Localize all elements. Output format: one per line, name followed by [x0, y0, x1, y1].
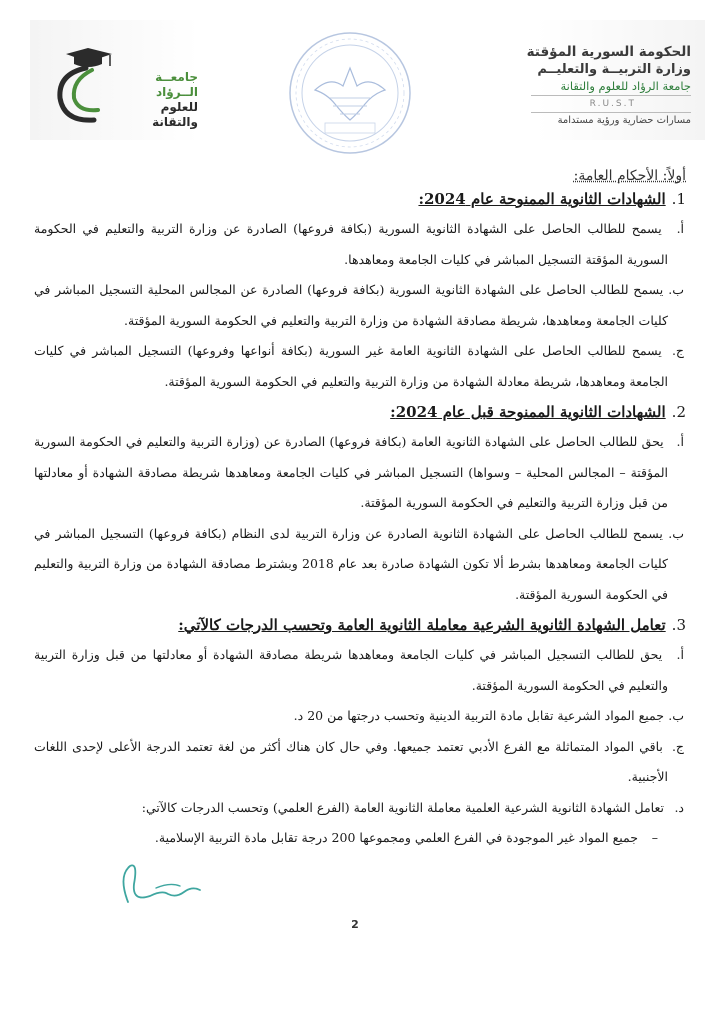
- section-title: الشهادات الثانوية الممنوحة قبل عام 2024:: [390, 403, 666, 421]
- handwritten-signature: [110, 858, 220, 908]
- section-number: 1.: [671, 190, 686, 208]
- ministry-seal-icon: [285, 28, 415, 158]
- section-number: 3.: [671, 616, 686, 634]
- university-name: جامعة الرؤاد للعلوم والتقانة: [560, 79, 691, 93]
- item-text: يحق للطالب الحاصل على الشهادة الثانوية العامة (بكافة فروعها) الصادرة عن (وزارة التربية والتعليم في الحكومة السورية المؤقتة – المجالس المحلية – وسواها) التسجيل المباشر في كليات الجامعة ومعاهدها شريطة مصادقة الشهادة أو معادلتها من قبل وزارة التربية والتعليم في الحكومة السورية المؤقتة.: [34, 434, 668, 510]
- government-header: [461, 44, 691, 127]
- item-text: يحق للطالب التسجيل المباشر في كليات الجامعة ومعاهدها شريطة مصادقة الشهادة أو معادلتها من قبل وزارة التربية والتعليم في الحكومة السورية المؤقتة.: [34, 647, 668, 693]
- section-title: تعامل الشهادة الثانوية الشرعية معاملة الثانوية العامة وتحسب الدرجات كالآتي:: [178, 616, 666, 634]
- item-label: –: [651, 830, 658, 845]
- item-text: باقي المواد المتماثلة مع الفرع الأدبي تعتمد جميعها. وفي حال كان هناك أكثر من لغة تعتمد الدرجة الأعلى لإحدى اللغات الأجنبية.: [34, 738, 668, 784]
- logo-wordmark: [118, 70, 198, 130]
- university-slogan: مسارات حضارية ورؤية مستدامة: [557, 115, 691, 126]
- provision-item: [34, 519, 686, 611]
- item-text: جميع المواد الشرعية تقابل مادة التربية الدينية وتحسب درجتها من 20 د.: [293, 708, 665, 723]
- item-label: ب.: [668, 282, 684, 297]
- document-body: [34, 168, 686, 854]
- government-name: الحكومة السورية المؤقتة: [526, 44, 691, 60]
- provision-item: [34, 701, 686, 732]
- sections-container: [34, 190, 686, 854]
- item-label: أ.: [676, 434, 684, 449]
- provision-item: [34, 823, 686, 854]
- section-number: 2.: [671, 403, 686, 421]
- page-number: 2: [351, 918, 359, 931]
- header-divider-2: [531, 112, 691, 113]
- header-divider: [531, 95, 691, 96]
- university-logo: [50, 40, 200, 129]
- graduation-cap-logo-icon: [50, 40, 120, 126]
- item-label: أ.: [676, 647, 684, 662]
- section-heading: [34, 403, 686, 421]
- provision-item: [34, 732, 686, 793]
- provision-item: [34, 427, 686, 519]
- item-text: تعامل الشهادة الثانوية الشرعية العلمية معاملة الثانوية العامة (الفرع العلمي) وتحسب الدرجات كالآتي:: [141, 799, 665, 815]
- item-label: ب.: [668, 708, 684, 723]
- item-label: د.: [674, 799, 684, 815]
- item-text: يسمح للطالب الحاصل على الشهادة الثانوية السورية (بكافة فروعها) الصادرة عن وزارة التربية والتعليم في الحكومة السورية المؤقتة التسجيل المباشر في كليات الجامعة ومعاهدها.: [34, 221, 668, 267]
- item-label: ج.: [671, 343, 684, 358]
- logo-line-1: جامعــة الــرؤاد: [155, 70, 198, 99]
- item-text: يسمح للطالب الحاصل على الشهادة الثانوية العامة غير السورية (بكافة أنواعها وفروعها) التسجيل المباشر في كليات الجامعة ومعاهدها، شريطة معادلة الشهادة من وزارة التربية والتعليم في الحكومة السورية المؤقتة.: [34, 343, 668, 389]
- item-text: يسمح للطالب الحاصل على الشهادة الثانوية السورية (بكافة فروعها) الصادرة عن المجالس المحلية التسجيل المباشر في كليات الجامعة ومعاهدها، شريطة مصادقة الشهادة من وزارة التربية والتعليم في الحكومة السورية المؤقتة.: [34, 282, 668, 328]
- item-text: جميع المواد غير الموجودة في الفرع العلمي ومجموعها 200 درجة تقابل مادة التربية الإسلامية.: [154, 830, 639, 845]
- university-acronym: R.U.S.T: [589, 99, 636, 109]
- item-text: يسمح للطالب الحاصل على الشهادة الثانوية الصادرة عن وزارة التربية لدى النظام (بكافة فروعها) التسجيل المباشر في كليات الجامعة ومعاهدها بشرط ألا تكون الشهادة صادرة بعد عام 2018 وبشترط مصادقة الشهادة من وزارة التربية والتعليم في الحكومة السورية المؤقتة.: [34, 525, 668, 602]
- provision-item: [34, 214, 686, 275]
- item-label: ب.: [668, 525, 684, 541]
- provision-item: [34, 275, 686, 336]
- provision-item: [34, 640, 686, 701]
- item-label: ج.: [671, 738, 684, 754]
- section-heading: [34, 190, 686, 208]
- item-label: أ.: [676, 221, 685, 236]
- section-title: الشهادات الثانوية الممنوحة عام 2024:: [418, 190, 666, 208]
- logo-line-2: للعلوم والتقانة: [152, 100, 198, 129]
- general-provisions-heading: أولاً: الأحكام العامة:: [573, 168, 686, 184]
- provision-item: [34, 793, 686, 824]
- provision-item: [34, 336, 686, 397]
- ministry-name: وزارة التربيــة والتعليــم: [537, 62, 691, 77]
- section-heading: [34, 616, 686, 634]
